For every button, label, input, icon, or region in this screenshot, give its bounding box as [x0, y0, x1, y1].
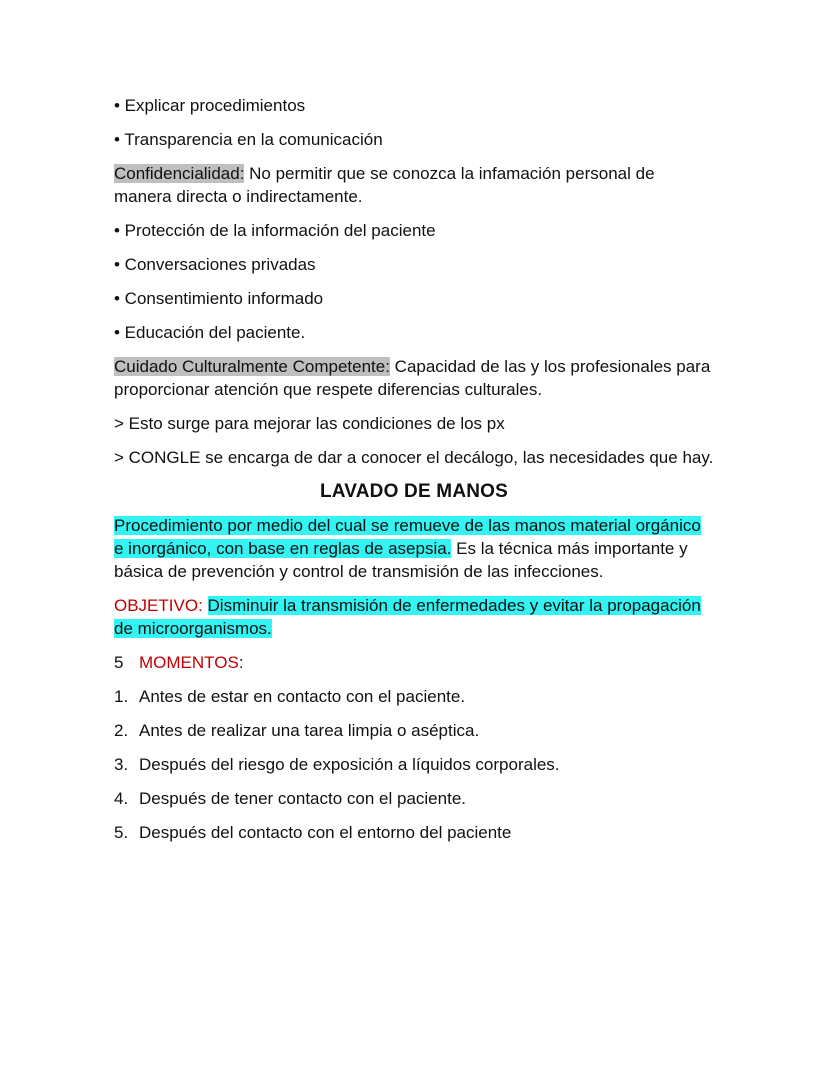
list-item-text: Antes de realizar una tarea limpia o aséptica. — [139, 721, 480, 740]
list-item — [114, 821, 714, 844]
list-item-number: 5. — [114, 823, 129, 842]
cuidado-text: Capacidad de las y los profesionales para proporcionar atención que respete diferencias culturales. — [114, 357, 711, 399]
note-congle: > CONGLE se encarga de dar a conocer el decálogo, las necesidades que hay. — [114, 448, 714, 467]
list-item-number: 4. — [114, 789, 129, 808]
list-item-number: 1. — [114, 687, 129, 706]
definition-rest: Es la técnica más importante y básica de prevención y control de transmisión de las infecciones. — [114, 539, 688, 581]
section-title: LAVADO DE MANOS — [319, 481, 509, 502]
bullet-proteccion: • Protección de la información del paciente — [114, 221, 436, 240]
moments-label: MOMENTOS — [139, 653, 239, 672]
confidencialidad-text: No permitir que se conozca la infamación personal de manera directa o indirectamente. — [114, 164, 655, 206]
bullet-conversaciones: • Conversaciones privadas — [114, 255, 316, 274]
moments-colon: : — [238, 653, 244, 672]
moments-heading — [114, 651, 714, 674]
moments-count: 5 — [114, 653, 124, 672]
cuidado-term: Cuidado Culturalmente Competente: — [114, 357, 390, 376]
confidencialidad-term: Confidencialidad: — [114, 164, 245, 183]
list-item — [114, 719, 714, 742]
list-item — [114, 685, 714, 708]
note-px: > Esto surge para mejorar las condiciones de los px — [114, 414, 505, 433]
list-item-text: Antes de estar en contacto con el paciente. — [139, 687, 466, 706]
objetivo-text: Disminuir la transmisión de enfermedades y evitar la propagación de microorganismos. — [114, 596, 701, 638]
list-item-text: Después del riesgo de exposición a líquidos corporales. — [139, 755, 560, 774]
objetivo-paragraph — [114, 594, 714, 640]
objetivo-label: OBJETIVO: — [114, 596, 203, 615]
bullet-educacion: • Educación del paciente. — [114, 323, 306, 342]
bullet-consentimiento: • Consentimiento informado — [114, 289, 324, 308]
definition-paragraph — [114, 514, 714, 583]
confidencialidad-paragraph — [114, 162, 714, 208]
definition-highlight: Procedimiento por medio del cual se remueve de las manos material orgánico e inorgánico, con base en reglas de asepsia. — [114, 516, 701, 558]
list-item-text: Después de tener contacto con el paciente. — [139, 789, 466, 808]
bullet-explicar: • Explicar procedimientos — [114, 96, 306, 115]
list-item-number: 2. — [114, 721, 129, 740]
list-item-number: 3. — [114, 755, 129, 774]
document-page — [114, 94, 714, 855]
cuidado-paragraph — [114, 355, 714, 401]
bullet-transparencia: • Transparencia en la comunicación — [114, 130, 383, 149]
list-item — [114, 787, 714, 810]
list-item-text: Después del contacto con el entorno del paciente — [139, 823, 512, 842]
list-item — [114, 753, 714, 776]
